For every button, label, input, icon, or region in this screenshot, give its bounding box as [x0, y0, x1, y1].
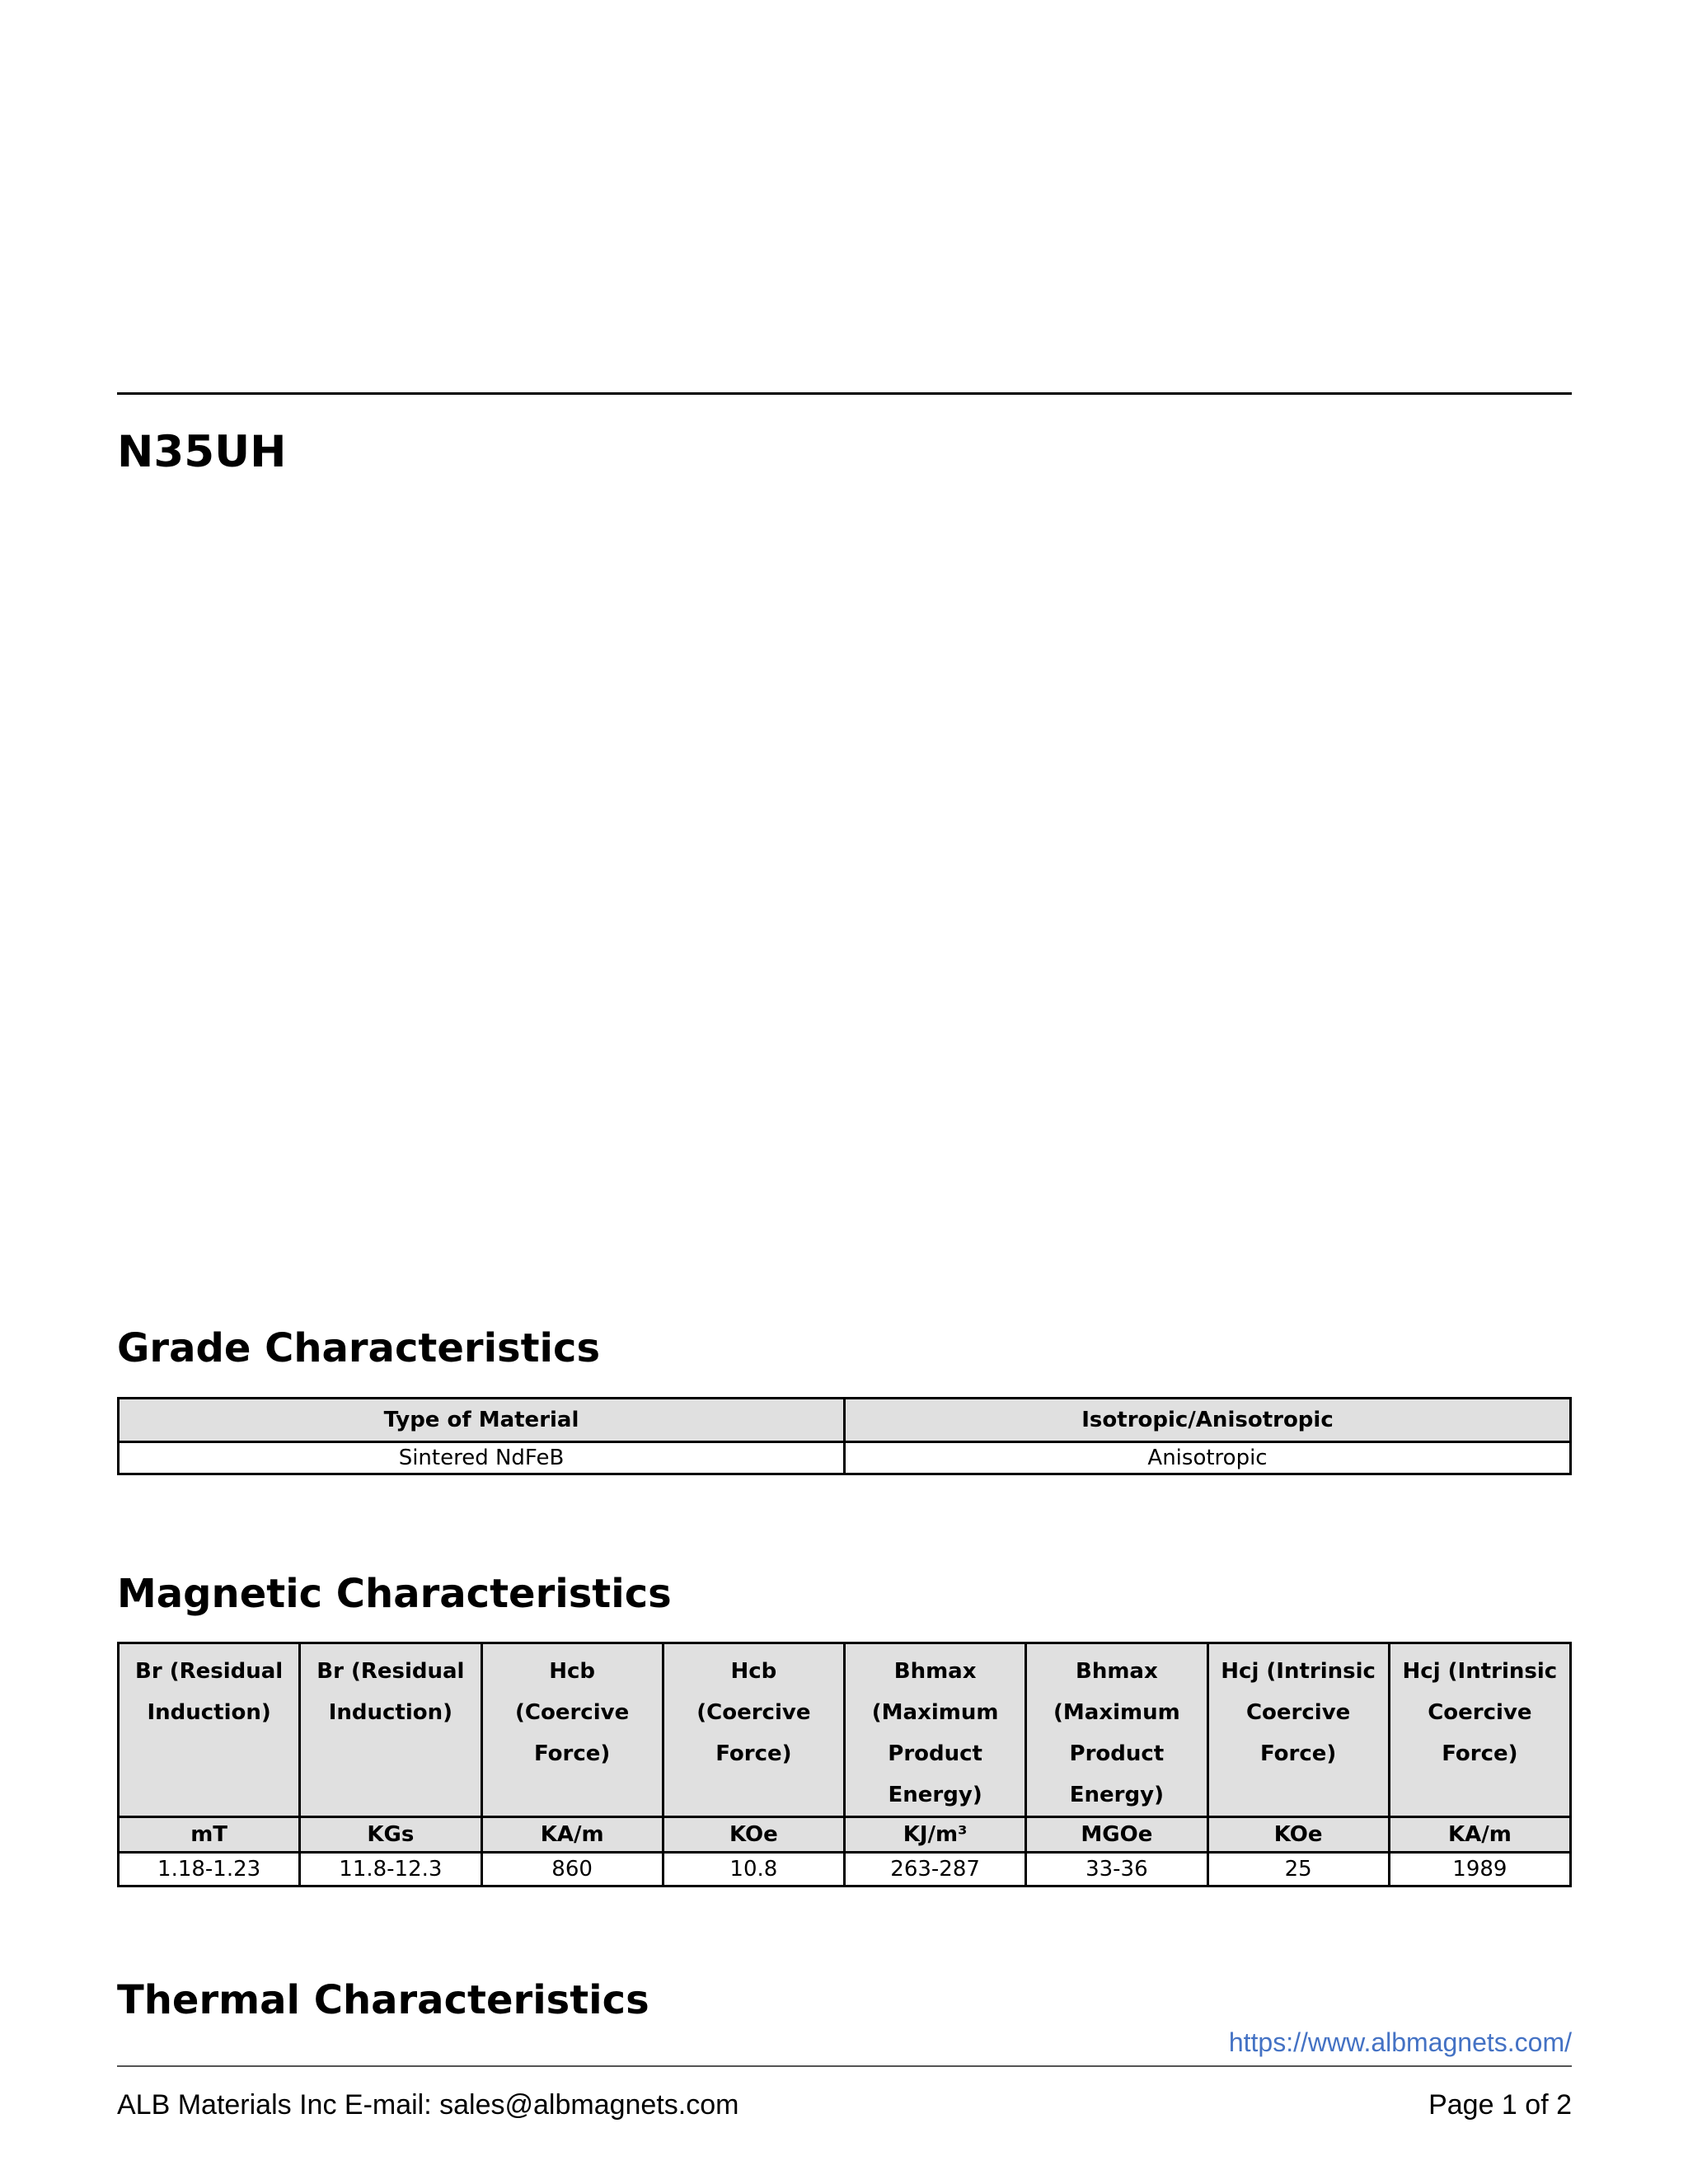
column-header-line: Energy)	[888, 1783, 982, 1807]
column-header-line: Force)	[1259, 1741, 1337, 1766]
unit-cell: KA/m	[1389, 1817, 1570, 1853]
units-row	[119, 1817, 1571, 1853]
unit-cell: KOe	[663, 1817, 844, 1853]
table-cell: 263-287	[845, 1853, 1026, 1886]
unit-cell: MGOe	[1026, 1817, 1207, 1853]
unit-cell: KA/m	[481, 1817, 663, 1853]
table-header-row	[119, 1643, 1571, 1817]
table-cell: Sintered NdFeB	[119, 1442, 845, 1474]
table-cell: 25	[1207, 1853, 1389, 1886]
table-cell: 33-36	[1026, 1853, 1207, 1886]
thermal-heading: Thermal Characteristics	[117, 1977, 649, 2023]
column-header-line: (Coercive	[515, 1700, 630, 1725]
column-header-line: Bhmax	[893, 1659, 977, 1684]
unit-cell: KOe	[1207, 1817, 1389, 1853]
magnetic-heading: Magnetic Characteristics	[117, 1571, 672, 1617]
column-header-line: Product	[888, 1741, 982, 1766]
website-link[interactable]: https://www.albmagnets.com/	[1228, 2027, 1572, 2057]
column-header-line: Energy)	[1069, 1783, 1164, 1807]
column-header: Isotropic/Anisotropic	[845, 1399, 1571, 1442]
column-header-line: Force)	[715, 1741, 792, 1766]
column-header-line: Induction)	[147, 1700, 271, 1725]
column-header-line: Br (Residual	[135, 1659, 284, 1684]
table-header-row	[119, 1399, 1571, 1442]
column-header	[119, 1643, 300, 1817]
column-header	[300, 1643, 481, 1817]
unit-cell: KJ/m³	[845, 1817, 1026, 1853]
column-header	[663, 1643, 844, 1817]
grade-table	[117, 1397, 1572, 1475]
page-number: Page 1 of 2	[1428, 2089, 1572, 2121]
column-header: Type of Material	[119, 1399, 845, 1442]
column-header	[1389, 1643, 1570, 1817]
grade-heading: Grade Characteristics	[117, 1325, 601, 1371]
top-rule	[117, 392, 1572, 395]
table-cell: 11.8-12.3	[300, 1853, 481, 1886]
table-row	[119, 1853, 1571, 1886]
footer-rule	[117, 2065, 1572, 2067]
table-cell: 1989	[1389, 1853, 1570, 1886]
column-header-line: Coercive	[1245, 1700, 1351, 1725]
column-header-line: Induction)	[328, 1700, 453, 1725]
column-header-line: Bhmax	[1076, 1659, 1158, 1684]
column-header-line: Force)	[533, 1741, 611, 1766]
column-header-line: Force)	[1442, 1741, 1518, 1766]
unit-cell: KGs	[300, 1817, 481, 1853]
column-header-line: Product	[1069, 1741, 1165, 1766]
table-row	[119, 1442, 1571, 1474]
column-header	[481, 1643, 663, 1817]
column-header-line: Br (Residual	[316, 1659, 465, 1684]
table-cell: 10.8	[663, 1853, 844, 1886]
page-title: N35UH	[117, 427, 287, 477]
column-header-line: Hcb	[549, 1659, 596, 1684]
column-header-line: (Maximum	[871, 1700, 999, 1725]
table-cell: 860	[481, 1853, 663, 1886]
table-cell: 1.18-1.23	[119, 1853, 300, 1886]
column-header-line: Hcj (Intrinsic	[1402, 1659, 1558, 1684]
column-header	[1026, 1643, 1207, 1817]
column-header-line: (Maximum	[1053, 1700, 1180, 1725]
magnetic-table	[117, 1642, 1572, 1887]
column-header-line: Hcj (Intrinsic	[1221, 1659, 1376, 1684]
column-header-line: (Coercive	[696, 1700, 811, 1725]
unit-cell: mT	[119, 1817, 300, 1853]
column-header	[1207, 1643, 1389, 1817]
column-header	[845, 1643, 1026, 1817]
column-header-line: Coercive	[1428, 1700, 1532, 1725]
column-header-line: Hcb	[730, 1659, 777, 1684]
table-cell: Anisotropic	[845, 1442, 1571, 1474]
footer-company: ALB Materials Inc E-mail: sales@albmagnets.com	[117, 2089, 739, 2121]
